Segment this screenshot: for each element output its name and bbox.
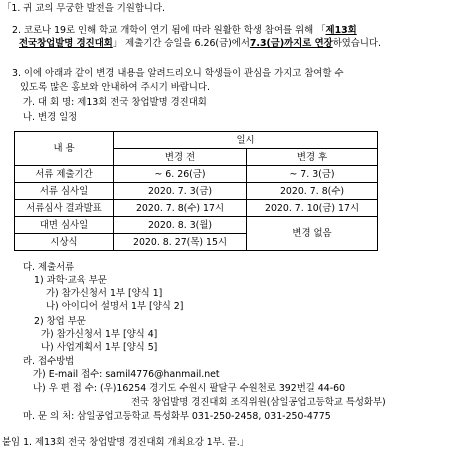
notice-line-4: 3. 이에 아래과 같이 변경 내용을 알려드리오니 학생들이 관심을 가지고 참여할 수 xyxy=(12,68,344,79)
header-after: 변경 후 xyxy=(247,149,378,166)
row-item: 서류 제출기간 xyxy=(15,166,114,183)
row-before: 2020. 8. 3(월) xyxy=(114,217,247,234)
row-item: 서류심사 결과발표 xyxy=(15,200,114,217)
header-item: 내 용 xyxy=(15,132,114,166)
row-before: 2020. 7. 3(금) xyxy=(114,183,247,200)
doc-category-2: 2) 창업 부문 xyxy=(34,316,86,327)
table-row xyxy=(15,166,378,183)
event-number: 제13회 xyxy=(325,25,357,36)
header-date: 일시 xyxy=(114,132,378,149)
event-name: 전국창업발명 경진대회 xyxy=(19,38,113,49)
doc-item: 나) 아이디어 설명서 1부 [양식 2] xyxy=(46,301,184,312)
notice-period: . xyxy=(377,38,381,49)
doc-item: 나) 사업계획서 1부 [양식 5] xyxy=(41,342,158,353)
mail-recipient: 전국 창업발명 경진대회 조직위원(삼일공업고등학교 특성화부) xyxy=(131,397,386,408)
table-row xyxy=(15,200,378,217)
row-before: 2020. 7. 8(수) 17시 xyxy=(114,200,247,217)
notice-text: 2. 코로나 19로 인해 학교 개학이 연기 됨에 따라 원활한 학생 참여를 위해 「 xyxy=(12,25,326,36)
notice-line-3 xyxy=(19,38,381,50)
contact-line: 마. 문 의 처: 삼일공업고등학교 특성화부 031-250-2458, 031-250-4775 xyxy=(23,411,331,422)
submission-heading: 라. 접수방법 xyxy=(23,356,75,367)
greeting-line: 「1. 귀 교의 무궁한 발전을 기원합니다. xyxy=(2,3,165,14)
row-item: 대면 심사일 xyxy=(15,217,114,234)
row-after-merged: 변경 없음 xyxy=(247,217,378,251)
row-before: ~ 6. 26(금) xyxy=(114,166,247,183)
doc-item: 가) 참가신청서 1부 [양식 1] xyxy=(46,288,163,299)
mail-submission: 나) 우 편 접 수: (우)16254 경기도 수원시 팔달구 수원천로 392번길 44-60 xyxy=(33,383,346,394)
documents-heading: 다. 제출서류 xyxy=(23,262,75,273)
doc-category-1: 1) 과학·교육 부문 xyxy=(34,275,107,286)
header-before: 변경 전 xyxy=(114,149,247,166)
table-row xyxy=(15,217,378,234)
notice-line-2 xyxy=(12,25,357,37)
attachment-line: 붙임 1. 제13회 전국 창업발명 경진대회 개최요강 1부. 끝.」 xyxy=(2,437,250,448)
row-before: 2020. 8. 27(목) 15시 xyxy=(114,234,247,251)
notice-text: 」 제출기간 승일을 6.26(금)에서 xyxy=(112,38,250,49)
notice-line-5: 있도록 많은 홍보와 안내하여 주시기 바랍니다. xyxy=(20,82,210,93)
notice-text: 하였습니다 xyxy=(332,38,378,49)
schedule-table xyxy=(14,131,378,251)
row-item: 서류 심사일 xyxy=(15,183,114,200)
row-item: 시상식 xyxy=(15,234,114,251)
row-after: ~ 7. 3(금) xyxy=(247,166,378,183)
table-row xyxy=(15,183,378,200)
extended-deadline: 7.3(금)까지로 연장 xyxy=(249,38,333,49)
schedule-heading: 나. 변경 일정 xyxy=(23,112,78,123)
doc-item: 가) 참가신청서 1부 [양식 4] xyxy=(41,329,158,340)
email-submission: 가) E-mail 접수: samil4776@hanmail.net xyxy=(33,369,220,380)
row-after: 2020. 7. 10(금) 17시 xyxy=(247,200,378,217)
row-after: 2020. 7. 8(수) xyxy=(247,183,378,200)
event-title-line: 가. 대 회 명: 제13회 전국 창업발명 경진대회 xyxy=(23,97,207,108)
